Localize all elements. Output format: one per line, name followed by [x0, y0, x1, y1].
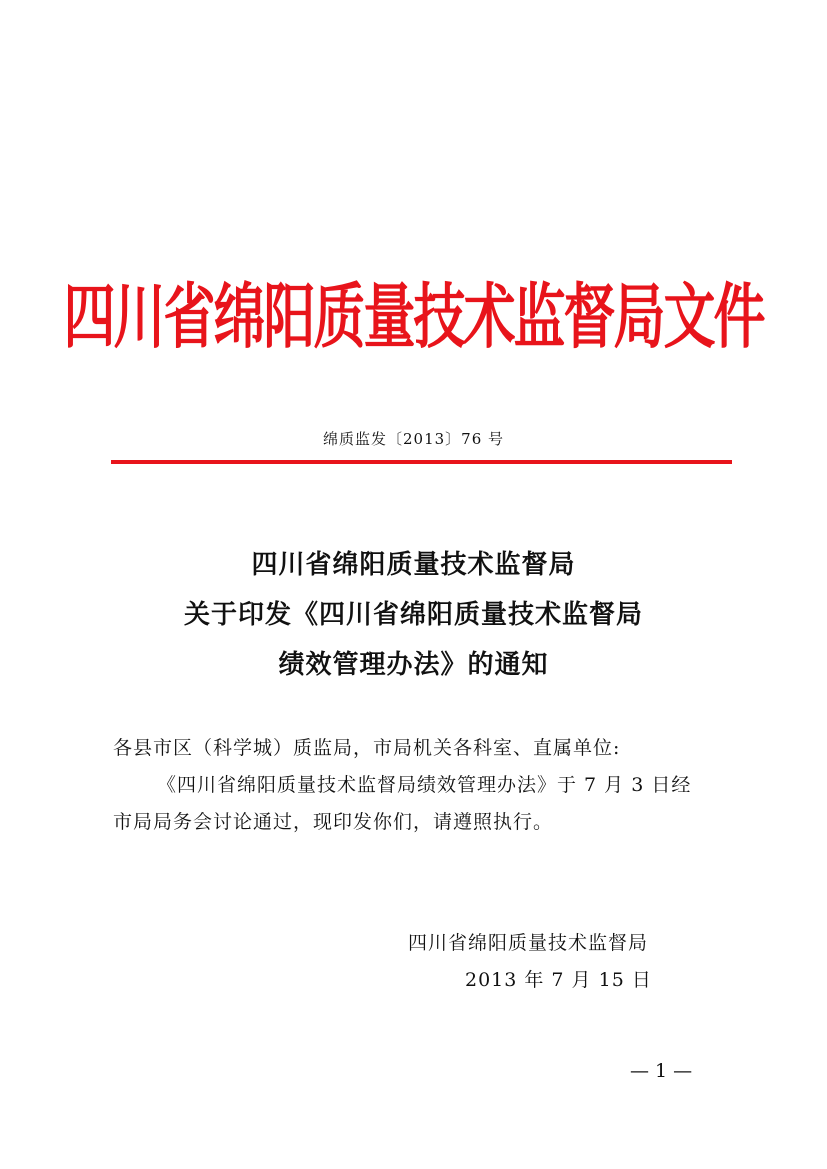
- salutation: 各县市区（科学城）质监局，市局机关各科室、直属单位:: [113, 737, 621, 759]
- body-paragraph-line-2: 市局局务会讨论通过，现印发你们，请遵照执行。: [113, 811, 554, 833]
- masthead-title: 四川省绵阳质量技术监督局文件: [63, 277, 764, 359]
- signature-date: 2013 年 7 月 15 日: [465, 969, 652, 991]
- red-divider-line: [111, 460, 732, 464]
- title-line-1: 四川省绵阳质量技术监督局: [251, 550, 576, 580]
- document-masthead: [0, 268, 827, 368]
- notice-body: [113, 730, 723, 841]
- title-line-3: 绩效管理办法》的通知: [278, 650, 549, 680]
- document-number: 绵质监发〔2013〕76 号: [322, 430, 505, 448]
- page-number: — 1 —: [630, 1060, 693, 1082]
- body-paragraph-line-1: 《四川省绵阳质量技术监督局绩效管理办法》于 7 月 3 日经: [157, 774, 692, 796]
- signature-organization: 四川省绵阳质量技术监督局: [408, 932, 649, 954]
- title-line-2: 关于印发《四川省绵阳质量技术监督局: [183, 600, 643, 630]
- notice-title: [0, 540, 827, 690]
